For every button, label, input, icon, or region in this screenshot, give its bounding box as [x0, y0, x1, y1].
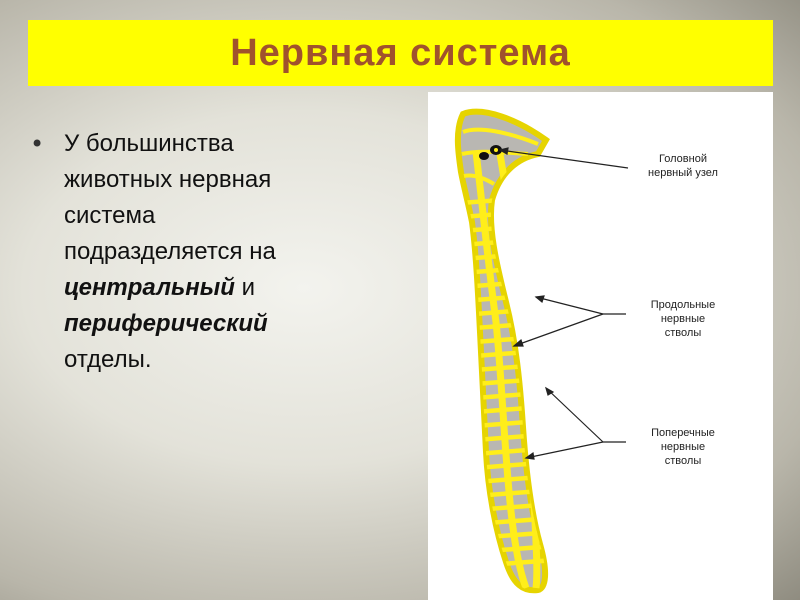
bullet-line: отделы.	[64, 346, 152, 373]
label-head-ganglion: Головной нервный узел	[648, 153, 718, 179]
title-bar	[28, 20, 773, 86]
term-peripheral: периферический	[64, 310, 268, 337]
bullet-icon: •	[30, 130, 45, 158]
bullet-text	[64, 126, 276, 378]
label-longitudinal-trunks: Продольные нервные стволы	[650, 299, 716, 339]
term-central: центральный	[64, 274, 235, 301]
bullet-line: подразделяется на	[64, 238, 276, 265]
conjunction: и	[234, 274, 255, 301]
page-title: Нервная система	[230, 31, 571, 74]
bullet-list	[30, 126, 360, 378]
bullet-line: система	[64, 202, 156, 229]
flatworm-diagram	[428, 92, 773, 600]
list-item	[30, 126, 360, 378]
bullet-line: животных нервная	[64, 166, 272, 193]
bullet-line: У большинства	[64, 130, 234, 157]
label-transverse-trunks: Поперечные нервные стволы	[651, 427, 715, 467]
